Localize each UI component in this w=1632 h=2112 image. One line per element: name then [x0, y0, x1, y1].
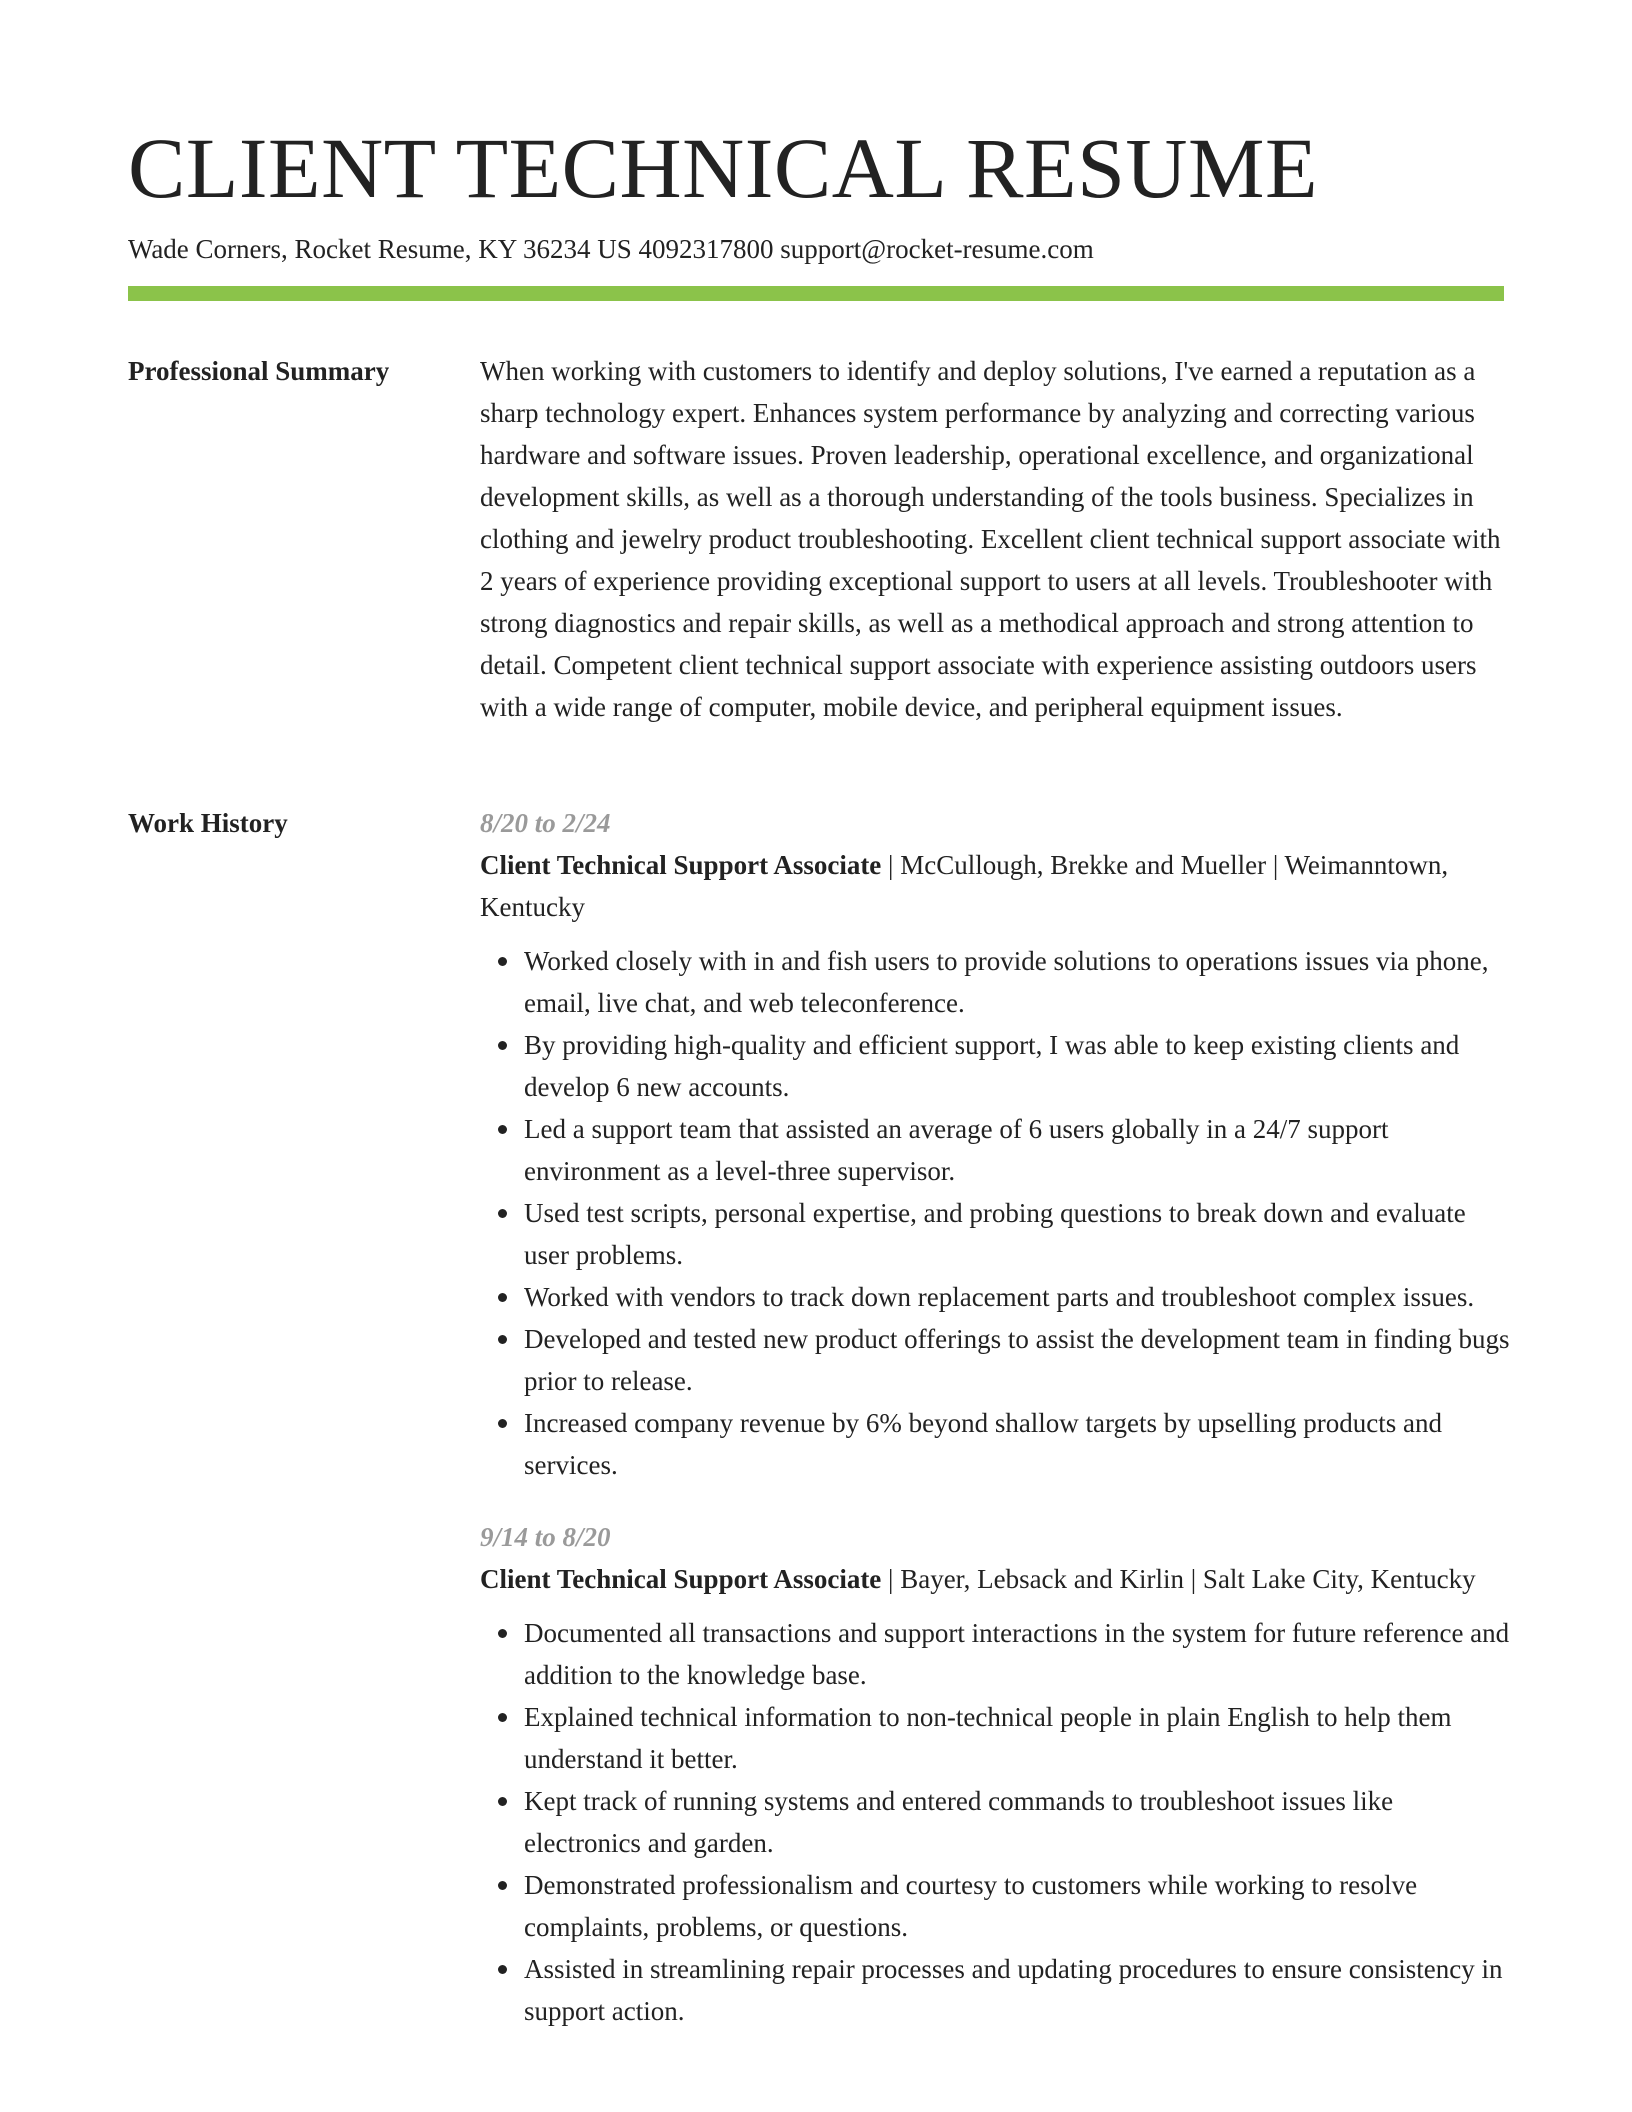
job-dates: 8/20 to 2/24 [480, 808, 611, 838]
job-title: Client Technical Support Associate [480, 1564, 882, 1594]
job-bullet: Increased company revenue by 6% beyond shallow targets by upselling products and services. [524, 1402, 1510, 1486]
job-bullet: Used test scripts, personal expertise, and probing questions to break down and evaluate user problems. [524, 1192, 1510, 1276]
job-title: Client Technical Support Associate [480, 850, 882, 880]
job-details: | Bayer, Lebsack and Kirlin | Salt Lake City, Kentucky [881, 1564, 1476, 1594]
job-bullet: Kept track of running systems and entered commands to troubleshoot issues like electronics and garden. [524, 1780, 1510, 1864]
job-heading [480, 1558, 1510, 1600]
summary-paragraph: When working with customers to identify and deploy solutions, I've earned a reputation as a sharp technology expert. Enhances system performance by analyzing and correcting various hardware and software issues. Proven leadership, operational excellence, and organizational development skills, as well as a thorough understanding of the tools business. Specializes in clothing and jewelry product troubleshooting. Excellent client technical support associate with 2 years of experience providing exceptional support to users at all levels. Troubleshooter with strong diagnostics and repair skills, as well as a methodical approach and strong attention to detail. Competent client technical support associate with experience assisting outdoors users with a wide range of computer, mobile device, and peripheral equipment issues. [480, 356, 1501, 722]
job-heading [480, 844, 1510, 928]
job-details: | McCullough, Brekke and Mueller | Weimanntown, Kentucky [480, 850, 1449, 922]
job-bullet: Led a support team that assisted an average of 6 users globally in a 24/7 support environment as a level-three supervisor. [524, 1108, 1510, 1192]
job-entry [480, 802, 1510, 1486]
resume-title: CLIENT TECHNICAL RESUME [128, 120, 1319, 216]
job-dates: 9/14 to 8/20 [480, 1522, 611, 1552]
section-label-professional-summary: Professional Summary [128, 356, 390, 386]
accent-divider [128, 286, 1504, 301]
job-bullet: Demonstrated professionalism and courtesy to customers while working to resolve complaints, problems, or questions. [524, 1864, 1510, 1948]
contact-line: Wade Corners, Rocket Resume, KY 36234 US 4092317800 support@rocket-resume.com [128, 234, 1094, 264]
section-label-work-history: Work History [128, 808, 288, 838]
job-bullet: Developed and tested new product offerings to assist the development team in finding bugs prior to release. [524, 1318, 1510, 1402]
job-bullet-list [480, 940, 1510, 1486]
job-bullet-list [480, 1612, 1510, 2032]
job-bullet: Worked closely with in and fish users to provide solutions to operations issues via phone, email, live chat, and web teleconference. [524, 940, 1510, 1024]
job-entry [480, 1516, 1510, 2032]
job-bullet: Worked with vendors to track down replacement parts and troubleshoot complex issues. [524, 1276, 1510, 1318]
professional-summary-body [480, 350, 1510, 728]
job-bullet: Assisted in streamlining repair processes and updating procedures to ensure consistency in support action. [524, 1948, 1510, 2032]
work-history-body [480, 802, 1510, 2062]
job-bullet: By providing high-quality and efficient support, I was able to keep existing clients and develop 6 new accounts. [524, 1024, 1510, 1108]
job-bullet: Documented all transactions and support interactions in the system for future reference and addition to the knowledge base. [524, 1612, 1510, 1696]
job-bullet: Explained technical information to non-technical people in plain English to help them understand it better. [524, 1696, 1510, 1780]
